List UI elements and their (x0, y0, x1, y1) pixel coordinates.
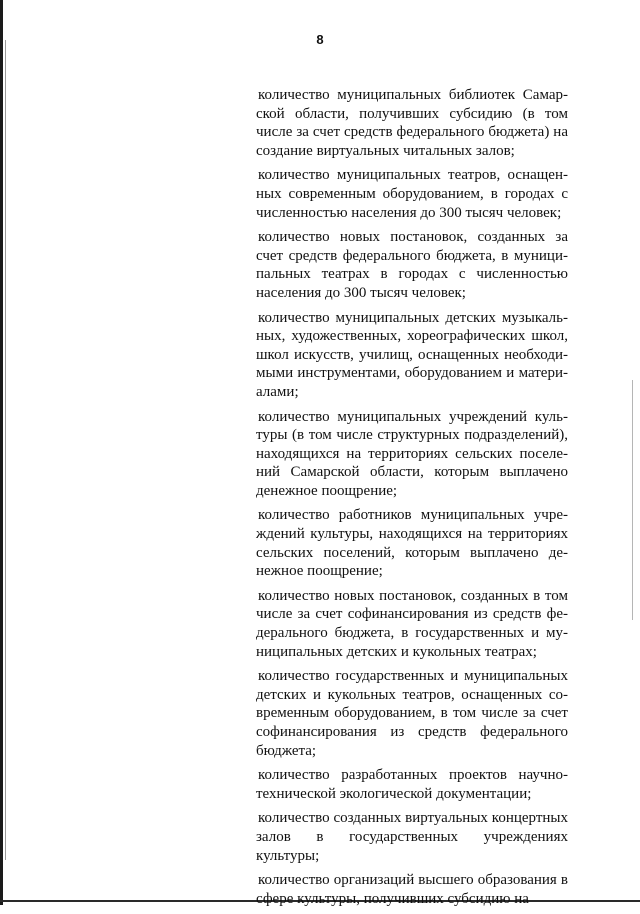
paragraph: количество муниципальных библиотек Самарской области, получивших субсидию (в том числе за счет средств федерального бюджета) на создание виртуальных читальных залов; (256, 87, 568, 159)
paragraph: количество работников муниципальных учреждений культуры, находящихся на территориях сельских поселений, которым выплачено денежное поощрение; (256, 507, 568, 580)
document-body (256, 86, 568, 914)
paragraph: количество созданных виртуальных концертных залов в государственных учреждениях культуры; (256, 810, 568, 864)
paragraph: количество разработанных проектов научно-технической экологической документации; (256, 767, 568, 802)
page-number: 8 (316, 32, 324, 47)
paragraph: количество муниципальных театров, оснащенных современным оборудованием, в городах с численностью населения до 300 тысяч человек; (256, 167, 568, 221)
paragraph: количество новых постановок, созданных за счет средств федерального бюджета, в муниципальных театрах в городах с численностью населения до 300 тысяч человек; (256, 229, 568, 301)
paragraph: количество государственных и муниципальных детских и кукольных театров, оснащенных современным оборудованием, в том числе за счет софинансирования из средств федерального бюджета; (256, 668, 568, 759)
paragraph: количество муниципальных детских музыкальных, художественных, хореографических школ, школ искусств, училищ, оснащенных необходимыми инструментами, оборудованием и материалами; (256, 309, 568, 400)
paragraph: количество новых постановок, созданных в том числе за счет софинансирования из средств федерального бюджета, в государственных и муниципальных детских и кукольных театрах; (256, 587, 568, 660)
scan-right-shadow (632, 380, 633, 620)
scan-left-shadow (5, 40, 6, 860)
paragraph: количество муниципальных учреждений культуры (в том числе структурных подразделений), находящихся на территориях сельских поселений Самарской области, которым выплачено денежное поощрение; (256, 408, 568, 499)
scan-left-border (0, 0, 3, 905)
paragraph: количество организаций высшего образования в сфере культуры, получивших субсидию на (256, 872, 568, 907)
